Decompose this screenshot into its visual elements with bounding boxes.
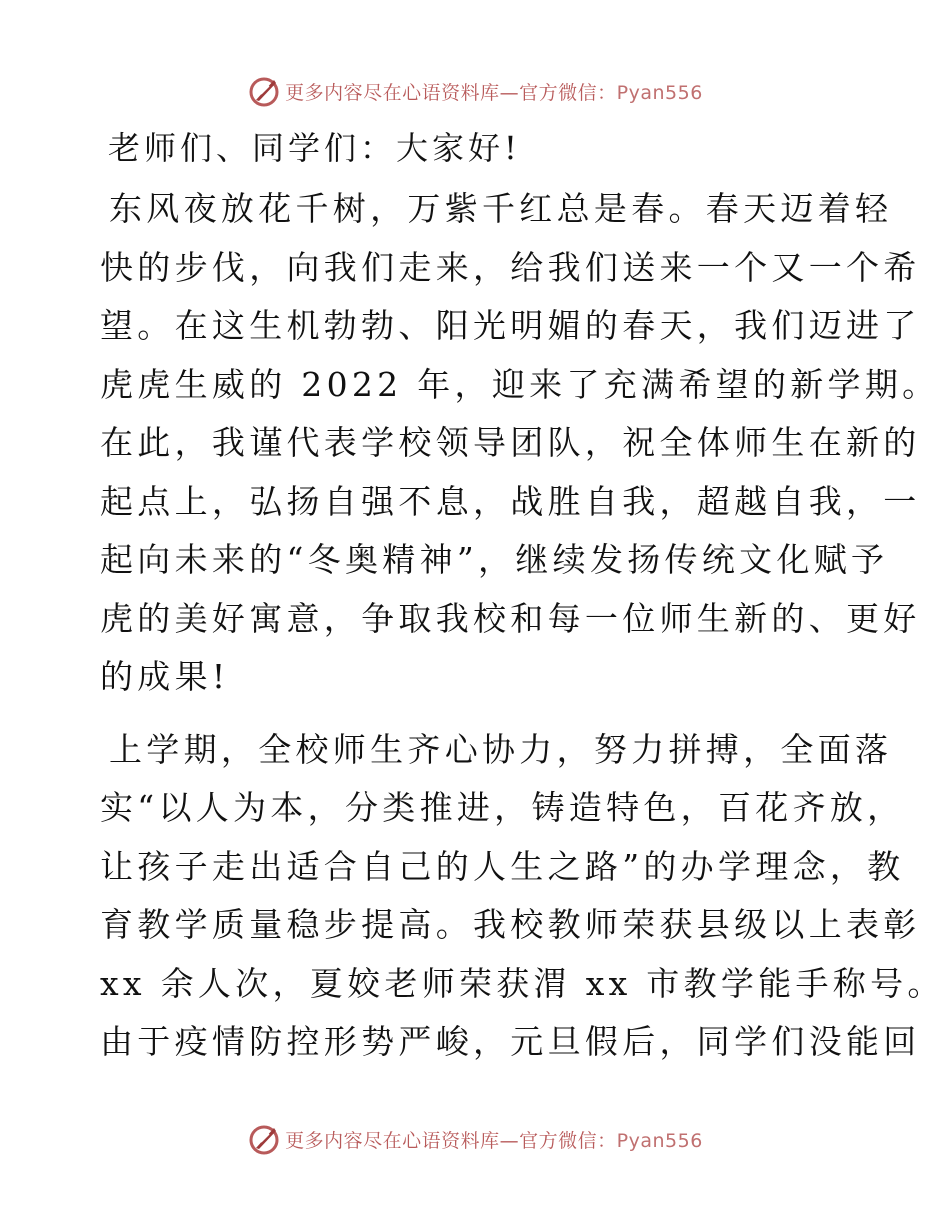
paragraph-line: 由于疫情防控形势严峻，元旦假后，同学们没能回: [100, 1022, 921, 1061]
feather-pen-circle-icon: [247, 74, 281, 108]
paragraph-line: 让孩子走出适合自己的人生之路”的办学理念，教: [100, 846, 905, 886]
feather-pen-circle-icon: [247, 1122, 281, 1156]
watermark-header: [0, 71, 950, 111]
watermark-footer: [0, 1119, 950, 1159]
watermark-wechat-id: Pyan556: [616, 1129, 703, 1152]
greeting-line: 老师们、同学们：大家好!: [108, 129, 521, 167]
paragraph-line: 的成果!: [100, 657, 230, 696]
document-body: [100, 120, 945, 1086]
watermark-text: 更多内容尽在心语资料库—官方微信：Pyan556: [285, 1129, 703, 1152]
paragraph-line: 起点上，弘扬自强不息，战胜自我，超越自我，一: [100, 481, 921, 521]
paragraph-spring: [100, 180, 940, 707]
paragraph-line: 上学期，全校师生齐心协力，努力拼搏，全面落: [109, 729, 893, 769]
paragraph-line: 虎虎生威的 2022 年，迎来了充满希望的新学期。: [100, 364, 940, 404]
paragraph-line: 在此，我谨代表学校领导团队，祝全体师生在新的: [100, 423, 921, 462]
paragraph-line: 虎的美好寓意，争取我校和每一位师生新的、更好: [100, 598, 921, 638]
paragraph-line: 望。在这生机勃勃、阳光明媚的春天，我们迈进了: [100, 306, 921, 345]
paragraph-line: xx 余人次，夏姣老师荣获渭 xx 市教学能手称号。: [100, 963, 945, 1003]
paragraph-line: 育教学质量稳步提高。我校教师荣获县级以上表彰: [100, 905, 921, 944]
paragraph-line: 起向未来的“冬奥精神”，继续发扬传统文化赋予: [100, 540, 889, 579]
paragraph-last-semester: [100, 721, 945, 1072]
paragraph-line: 快的步伐，向我们走来，给我们送来一个又一个希: [100, 247, 921, 287]
watermark-text: 更多内容尽在心语资料库—官方微信：Pyan556: [285, 81, 703, 104]
paragraph-line: 实“以人为本，分类推进，铸造特色，百花齐放，: [100, 788, 905, 827]
paragraph-line: 东风夜放花千树，万紫千红总是春。春天迈着轻: [109, 189, 893, 228]
watermark-wechat-id: Pyan556: [616, 81, 703, 104]
